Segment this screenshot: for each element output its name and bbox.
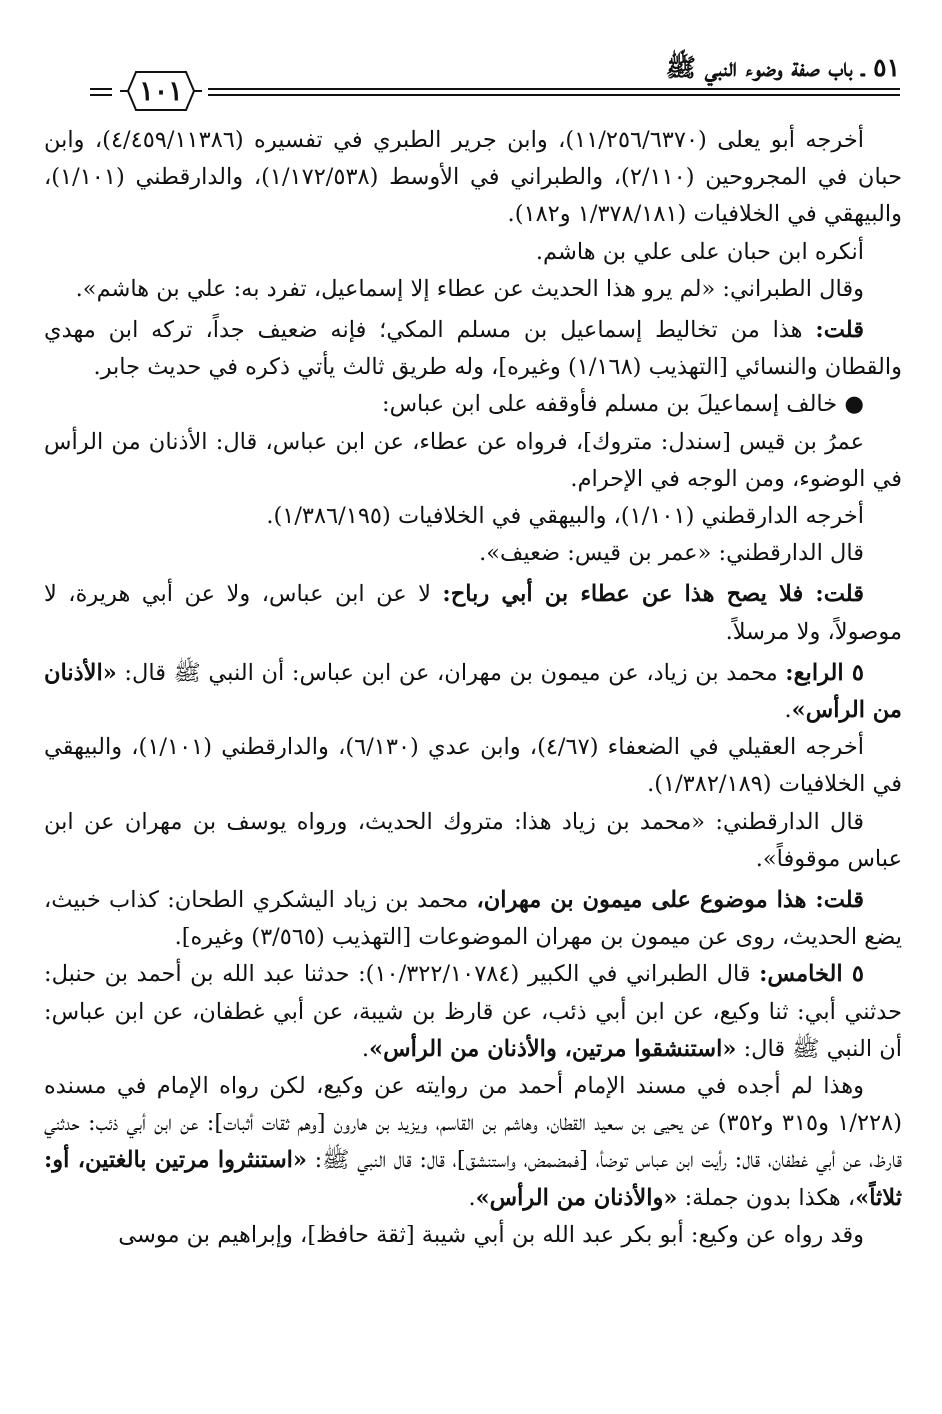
page-header — [78, 40, 900, 122]
paragraph — [44, 1068, 902, 1217]
paragraph-text: قال الدارقطني: «عمر بن قيس: ضعيف». — [479, 540, 864, 567]
paragraph-end: . — [468, 1184, 476, 1211]
paragraph — [44, 312, 902, 386]
paragraph-end: . — [361, 1035, 370, 1062]
paragraph-text: لا عن ابن عباس، ولا عن أبي هريرة، لا موصولاً، ولا مرسلاً. — [44, 581, 902, 645]
hadith-quote: «الأذنان من الرأس» — [44, 659, 902, 724]
paragraph-text: أخرجه العقيلي في الضعفاء (٤/٦٧)، وابن عدي (٦/١٣٠)، والدارقطني (١/١٠١)، والبيهقي في الخلافيات (١/٣٨٢/١٨٩). — [44, 734, 902, 798]
paragraph-text: قال الطبراني في الكبير (١٠/٣٢٢/١٠٧٨٤): حدثنا عبد الله بن أحمد بن حنبل: حدثني أبي: ثنا وكيع، عن ابن أبي ذئب، عن قارظ بن شيبة، عن أبي غطفان، عن ابن عباس: أن النبي ﷺ قال: — [44, 961, 902, 1062]
paragraph-lead: الرابع: — [785, 659, 852, 686]
hadith-quote: «والأذنان من الرأس» — [475, 1184, 678, 1211]
paragraph-text: ، هكذا بدون جملة: — [677, 1184, 856, 1211]
paragraph-text: أنكره ابن حبان على علي بن هاشم. — [535, 238, 864, 265]
bullet-icon: ● — [844, 391, 864, 418]
header-rule — [208, 88, 900, 90]
paragraph — [44, 729, 902, 803]
hadith-quote: «استنشقوا مرتين، والأذنان من الرأس» — [369, 1035, 737, 1062]
paragraph — [44, 882, 902, 956]
paragraph-lead: قلت: فلا يصح هذا عن عطاء بن أبي رباح: — [442, 581, 864, 608]
chapter-title: ٥١ ـ باب صفة وضوء النبي ﷺ — [665, 53, 900, 82]
paragraph-text: قال الدارقطني: «محمد بن زياد هذا: متروك الحديث، ورواه يوسف بن مهران عن ابن عباس موقوفاً». — [44, 808, 902, 872]
paragraph — [44, 498, 902, 535]
section-marker-icon: ٥ — [851, 659, 864, 686]
paragraph-text: خالف إسماعيلَ بن مسلم فأوقفه على ابن عباس: — [382, 391, 845, 418]
paragraph-text: وقال الطبراني: «لم يرو هذا الحديث عن عطاء إلا إسماعيل، تفرد به: علي بن هاشم». — [75, 275, 864, 302]
paragraph-lead: قلت: هذا موضوع على ميمون بن مهران، — [476, 887, 864, 914]
paragraph-text: وقد رواه عن وكيع: أبو بكر عبد الله بن أبي شيبة [ثقة حافظ]، وإبراهيم بن موسى — [118, 1221, 864, 1248]
paragraph-lead: قلت: — [815, 317, 864, 344]
paragraph-text: عمرُ بن قيس [سندل: متروك]، فرواه عن عطاء، عن ابن عباس، قال: الأذنان من الرأس في الوضوء، ومن الوجه في الإحرام. — [44, 428, 902, 492]
page-number: ١٠١ — [139, 76, 183, 107]
header-rule — [208, 94, 900, 96]
paragraph-text: محمد بن زياد اليشكري الطحان: كذاب خبيث، يضع الحديث، روى عن ميمون بن مهران الموضوعات [التهذيب (٣/٥٦٥) وغيره]. — [44, 887, 902, 951]
paragraph — [44, 424, 902, 498]
paragraph-text: أخرجه الدارقطني (١/١٠١)، والبيهقي في الخلافيات (١/٣٨٦/١٩٥). — [266, 503, 864, 530]
paragraph-text: محمد بن زياد، عن ميمون بن مهران، عن ابن عباس: أن النبي ﷺ قال: — [116, 659, 786, 686]
paragraph — [44, 1217, 902, 1254]
paragraph — [44, 576, 902, 650]
paragraph — [44, 234, 902, 271]
paragraph-text: وهذا لم أجده في مسند الإمام أحمد من روايته عن وكيع، لكن رواه الإمام في مسنده (١/٢٢٨ و٣١٥ و٣٥٢) عن يحيى بن سعيد القطان، وهاشم بن القاسم، ويزيد بن هارون [وهم ثقات أثبات]: عن ابن أبي ذئب: حدثني قارظ، عن أبي غطفان، قال: رأيت ابن عباس توضأ، [فمضمض، واستنشق]، قال: قال النبي ﷺ: — [44, 1073, 902, 1174]
header-rule — [90, 94, 112, 96]
paragraph — [44, 535, 902, 572]
paragraph — [44, 804, 902, 878]
section-marker-icon: ٥ — [851, 961, 864, 988]
paragraph-text: أخرجه أبو يعلى (١١/٢٥٦/٦٣٧٠)، وابن جرير الطبري في تفسيره (٤/٤٥٩/١١٣٨٦)، وابن حبان في المجروحين (٢/١١٠)، والطبراني في الأوسط (١/١٧٢/٥٣٨)، والدارقطني (١/١٠١)، والبيهقي في الخلافيات (١/٣٧٨/١٨١ و١٨٢). — [44, 127, 902, 228]
paragraph — [44, 956, 902, 1068]
paragraph — [44, 655, 902, 729]
hadith-quote: «استنثروا مرتين بالغتين، أو: ثلاثاً» — [44, 1147, 902, 1211]
paragraph — [44, 122, 902, 234]
page-number-badge — [118, 66, 204, 116]
paragraph-end: . — [784, 697, 792, 724]
paragraph — [44, 386, 902, 423]
paragraph — [44, 271, 902, 308]
paragraph-lead: الخامس: — [759, 961, 852, 988]
header-rule — [90, 88, 112, 90]
paragraph-text: هذا من تخاليط إسماعيل بن مسلم المكي؛ فإنه ضعيف جداً، تركه ابن مهدي والقطان والنسائي [التهذيب (١/١٦٨) وغيره]، وله طريق ثالث يأتي ذكره في حديث جابر. — [44, 317, 902, 381]
page-body — [44, 122, 902, 1254]
